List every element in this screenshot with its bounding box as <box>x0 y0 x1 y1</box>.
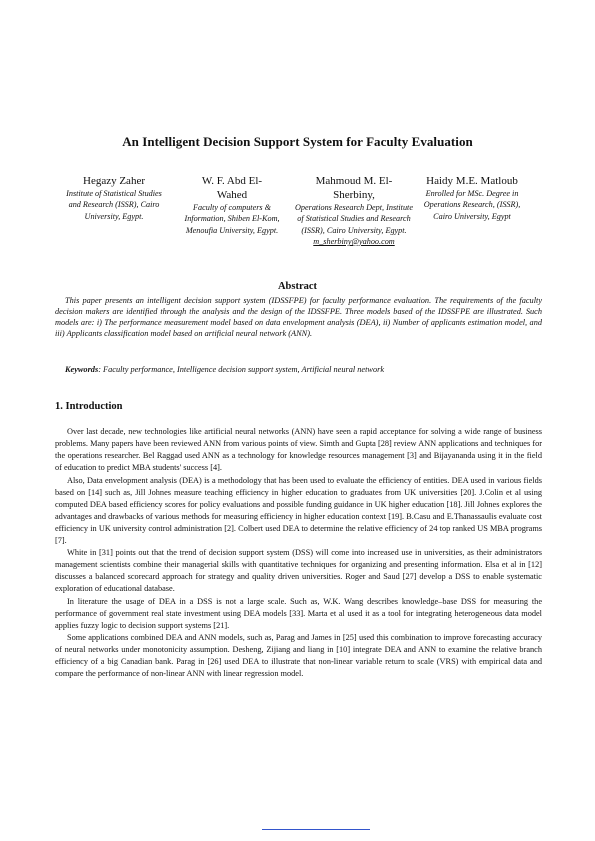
author-name: Haidy M.E. Matloub <box>426 175 518 187</box>
author-affiliation: Institute of Statistical Studies and Research (ISSR), Cairo University, Egypt. <box>66 189 162 221</box>
section-heading-introduction: 1. Introduction <box>55 401 123 412</box>
author-block-2 <box>176 174 288 236</box>
author-name: Hegazy Zaher <box>83 175 145 187</box>
author-block-1 <box>62 174 166 222</box>
body-paragraph: White in [31] points out that the trend of decision support system (DSS) will come into increased use in universities, as their administrators management scientists combine their managerial skills with quantitative techniques for organizing and presenting information. Elsa et al in [12] discusses a balanced scorecard approach for strategy and quality driven universities. Roger and Saud [27] develop a DSS to enable systematic exploration of educational database. <box>55 548 542 594</box>
abstract-text: This paper presents an intelligent decision support system (IDSSFPE) for faculty performance evaluation. The requirements of the faculty decision makers are identified through the analysis and the design of the IDSSFPE. Three models based of the IDSSFPE are illustrated. Such models are: i) The performance measurement model based on data envelopment analysis (DEA), ii) Number of applicants estimation model, and iii) Applicants classification model based on artificial neural network (ANN). <box>55 296 542 339</box>
paper-title: An Intelligent Decision Support System for Faculty Evaluation <box>122 134 473 149</box>
author-name: W. F. Abd El-Wahed <box>201 175 263 201</box>
author-name: Mahmoud M. El-Sherbiny, <box>315 175 393 201</box>
keywords-line <box>65 365 542 374</box>
author-affiliation: Enrolled for MSc. Degree in Operations Research, (ISSR), Cairo University, Egypt <box>423 189 521 221</box>
keywords-label: Keywords <box>65 365 99 374</box>
body-paragraph: Over last decade, new technologies like artificial neural networks (ANN) have seen a rapid acceptance for solving a wide range of business problems. Many papers have been reviewed ANN from various points of view. Simth and Gupta [28] review ANN applications and techniques for the operations researcher. Bel Raggad used ANN as a technology for knowledge resources management [3] and Bijayananda using it in the field of education to predict MBA students' success [4]. <box>55 427 542 472</box>
introduction-body <box>55 426 542 681</box>
author-affiliation: Faculty of computers & Information, Shiben El-Kom, Menoufia University, Egypt. <box>184 203 280 235</box>
author-block-4 <box>420 174 524 222</box>
body-paragraph: Also, Data envelopment analysis (DEA) is a methodology that has been used to evaluate the efficiency of entities. DEA used in various fields based on [14] such as, Jill Johnes measure teaching efficiency in higher education to graduates from UK universities [20]. J.Colin et al using computed DEA based efficiency scores for policy evaluations and possible funding guidance in UK higher education [18]. Jill Johnes explores the advantages and drawbacks of various methods for measuring efficiency in higher education context [19]. B.Casu and E.Thanassaulis evaluate cost efficiency in UK university control administration [2]. Colbert used DEA to determine the relative efficiency of 24 top ranked US MBA programs [7]. <box>55 475 542 545</box>
author-block-3 <box>294 174 414 247</box>
body-paragraph: In literature the usage of DEA in a DSS is not a large scale. Such as, W.K. Wang describes knowledge–base DSS for measuring the performance of government real state investment using DEA models [33]. Marta et al used it as a tool for integrating heterogeneous data model applies fuzzy logic to decision support systems [21]. <box>55 596 542 630</box>
author-affiliation: Operations Research Dept, Institute of Statistical Studies and Research (ISSR), Cairo University, Egypt. <box>295 203 413 235</box>
body-paragraph: Some applications combined DEA and ANN models, such as, Parag and James in [25] used this combination to improve forecasting accuracy of neural networks under monotonicity assumption. Desheng, Zijiang and liang in [10] integrate DEA and ANN to examine the relative branch efficiency of a big Canadian bank. Parag in [26] used DEA to illustrate that non-linear variable return to scale (VRS) with empirical data and compare the performance of non-linear ANN with linear regression model. <box>55 633 542 679</box>
keywords-text: : Faculty performance, Intelligence decision support system, Artificial neural network <box>98 365 385 374</box>
abstract-heading: Abstract <box>277 281 318 292</box>
footnote-rule <box>262 829 370 830</box>
author-email-link[interactable]: m_sherbiny@yahoo.com <box>313 236 395 246</box>
